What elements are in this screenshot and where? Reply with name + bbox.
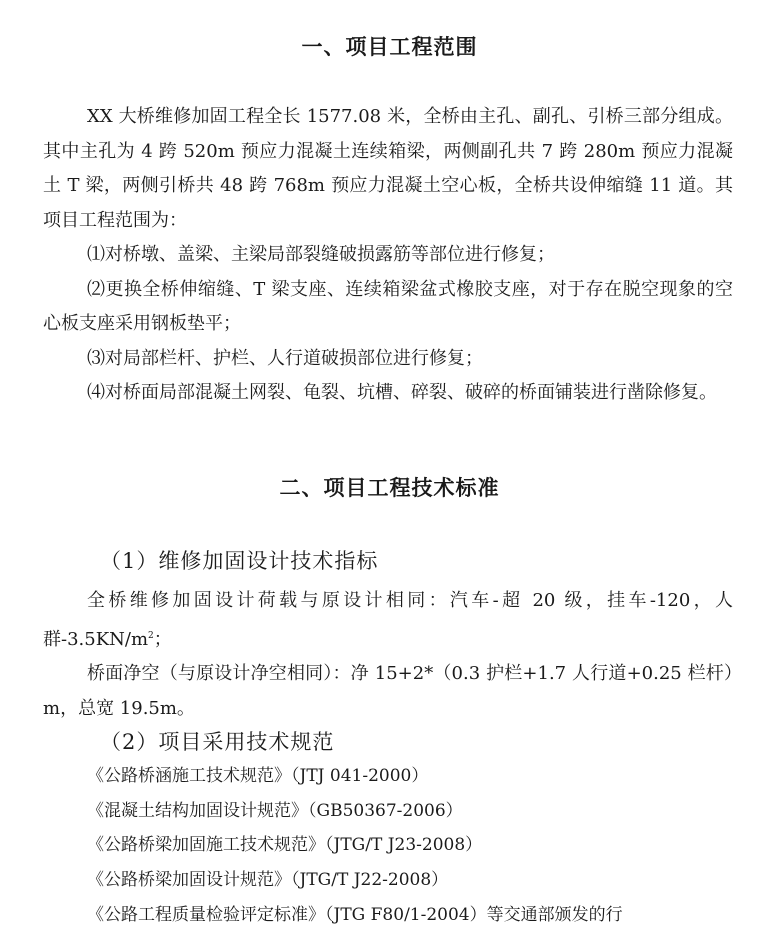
norm-item: 《公路工程质量检验评定标准》（JTG F80/1-2004）等交通部颁发的行	[87, 904, 623, 925]
scope-item-3: ⑶对局部栏杆、护栏、人行道破损部位进行修复；	[87, 347, 483, 369]
design-load-end: ；	[153, 628, 172, 650]
section1-body	[43, 100, 733, 411]
norm-item: 《公路桥梁加固施工技术规范》（JTG/T J23-2008）	[87, 835, 483, 856]
norm-item: 《公路桥梁加固设计规范》（JTG/T J22-2008）	[87, 870, 449, 891]
section1-title: 一、项目工程范围	[301, 35, 478, 59]
superscript-2: 2	[148, 630, 154, 641]
design-load-main: 全桥维修加固设计荷载与原设计相同：汽车-超 20 级，挂车-120，人群-3.5KN/m	[43, 590, 733, 650]
subheading-design-indicators: （1）维修加固设计技术指标	[100, 549, 379, 573]
design-load-text	[43, 584, 733, 657]
scope-item-2: ⑵更换全桥伸缩缝、T 梁支座、连续箱梁盆式橡胶支座，对于存在脱空现象的空心板支座采用钢板垫平；	[43, 278, 733, 334]
section2-title: 二、项目工程技术标准	[279, 476, 500, 500]
norm-item: 《公路桥涵施工技术规范》（JTJ 041-2000）	[87, 766, 429, 786]
scope-item-4: ⑷对桥面局部混凝土网裂、龟裂、坑槽、碎裂、破碎的桥面铺装进行凿除修复。	[87, 382, 717, 403]
section1-intro: XX 大桥维修加固工程全长 1577.08 米，全桥由主孔、副孔、引桥三部分组成。其中主孔为 4 跨 520m 预应力混凝土连续箱梁，两侧副孔共 7 跨 280m 预应力混凝土 T 梁，两侧引桥共 48 跨 768m 预应力混凝土空心板，全桥共设伸缩缝 11 道。其项目工程范围为：	[43, 106, 733, 231]
deck-clearance-text: 桥面净空（与原设计净空相同）：净 15+2*（0.3 护栏+1.7 人行道+0.25 栏杆）m，总宽 19.5m。	[43, 663, 733, 719]
subheading-technical-norms: （2）项目采用技术规范	[100, 730, 335, 754]
scope-item-1: ⑴对桥墩、盖梁、主梁局部裂缝破损露筋等部位进行修复；	[87, 244, 555, 265]
norm-item: 《混凝土结构加固设计规范》（GB50367-2006）	[87, 800, 463, 821]
section2-body	[43, 584, 733, 726]
norms-list	[43, 759, 743, 933]
